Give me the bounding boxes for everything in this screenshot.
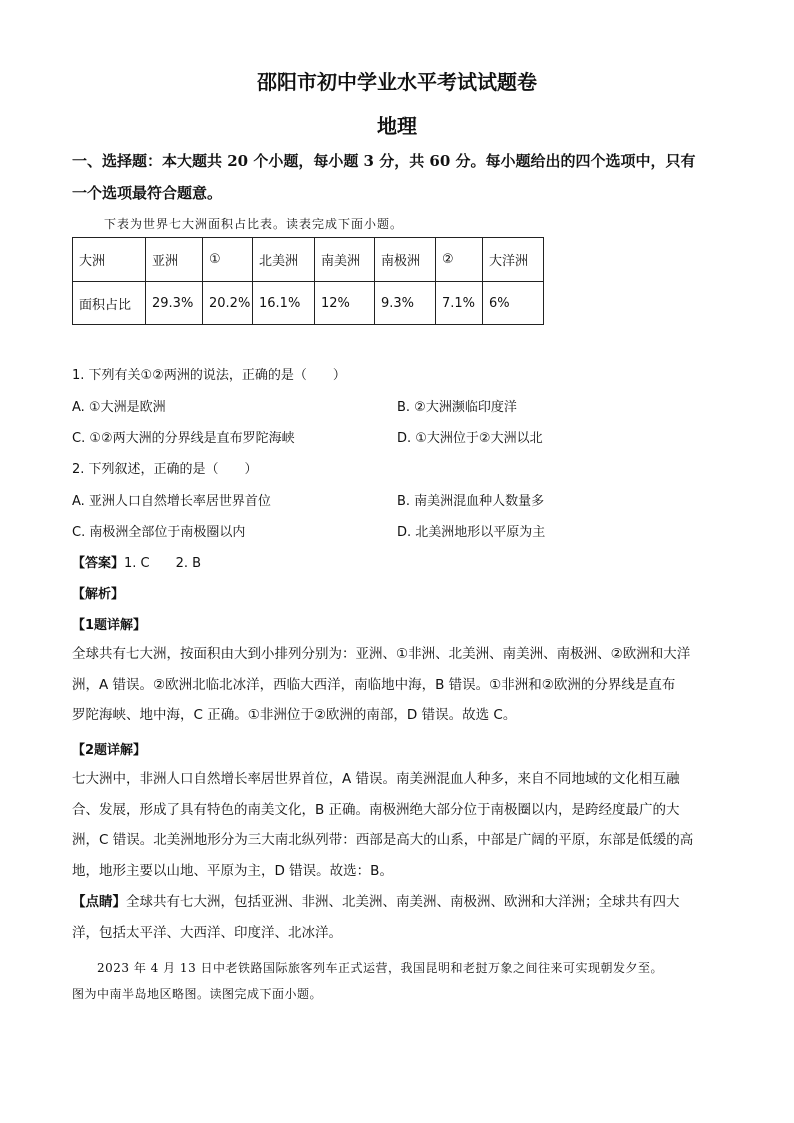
detail-1-text bbox=[72, 639, 732, 731]
question-2-option-d: D. 北美洲地形以平原为主 bbox=[397, 525, 546, 540]
answer-line bbox=[72, 552, 201, 571]
question-2-option-a: A. 亚洲人口自然增长率居世界首位 bbox=[72, 494, 271, 509]
table-cell: 亚洲 bbox=[146, 238, 203, 282]
table-cell: 12% bbox=[315, 282, 375, 325]
paragraph-line: 合、发展，形成了具有特色的南美文化，B 正确。南极洲绝大部分位于南极圈以内，是跨经度最广的大 bbox=[72, 801, 680, 818]
detail-1-tag: 【1题详解】 bbox=[72, 618, 147, 633]
question-2-option-c: C. 南极洲全部位于南极圈以内 bbox=[72, 525, 246, 540]
question-1-stem: 1. 下列有关①②两洲的说法，正确的是（ ） bbox=[72, 368, 346, 383]
next-question-intro bbox=[72, 955, 732, 1007]
table-cell: 20.2% bbox=[203, 282, 253, 325]
answer-tag: 【答案】 bbox=[72, 556, 125, 571]
answer-text: 1. C 2. B bbox=[124, 556, 202, 571]
paragraph-line bbox=[72, 887, 732, 918]
subject-title: 地理 bbox=[377, 114, 417, 138]
table-cell: 大洋洲 bbox=[483, 238, 544, 282]
table-cell: 南极洲 bbox=[375, 238, 436, 282]
paragraph-line: 七大洲中，非洲人口自然增长率居世界首位，A 错误。南美洲混血人种多，来自不同地域的文化相互融 bbox=[72, 771, 680, 787]
table-data-row bbox=[73, 282, 544, 325]
question-1-option-c: C. ①②两大洲的分界线是直布罗陀海峡 bbox=[72, 431, 295, 446]
page-title: 邵阳市初中学业水平考试试题卷 bbox=[257, 70, 537, 94]
table-cell: 9.3% bbox=[375, 282, 436, 325]
detail-2-tag: 【2题详解】 bbox=[72, 743, 147, 758]
detail-2-text bbox=[72, 764, 732, 886]
table-cell: 29.3% bbox=[146, 282, 203, 325]
analysis-tag: 【解析】 bbox=[72, 587, 125, 602]
table-cell: 16.1% bbox=[253, 282, 315, 325]
question-1-option-a: A. ①大洲是欧洲 bbox=[72, 400, 166, 415]
table-cell: 7.1% bbox=[436, 282, 483, 325]
paragraph-line: 罗陀海峡、地中海，C 正确。①非洲位于②欧洲的南部，D 错误。故选 C。 bbox=[72, 707, 517, 723]
table-cell: 大洲 bbox=[73, 238, 146, 282]
paragraph-line: 全球共有七大洲，按面积由大到小排列分别为：亚洲、①非洲、北美洲、南美洲、南极洲、②欧洲和大洋 bbox=[72, 646, 691, 662]
table-header-row bbox=[73, 238, 544, 282]
question-2-option-b: B. 南美洲混血种人数量多 bbox=[397, 494, 545, 509]
table-intro: 下表为世界七大洲面积占比表。读表完成下面小题。 bbox=[104, 217, 404, 231]
table-cell: 北美洲 bbox=[253, 238, 315, 282]
paragraph-line: 图为中南半岛地区略图。读图完成下面小题。 bbox=[72, 987, 323, 1001]
paragraph-line: 洲，C 错误。北美洲地形分为三大南北纵列带：西部是高大的山系，中部是广阔的平原，东部是低缓的高 bbox=[72, 832, 694, 848]
tip-line-1: 全球共有七大洲，包括亚洲、非洲、北美洲、南美洲、南极洲、欧洲和大洋洲；全球共有四大 bbox=[126, 894, 680, 910]
section-heading-line1: 一、选择题：本大题共 20 个小题，每小题 3 分，共 60 分。每小题给出的四个选项中，只有 bbox=[72, 152, 696, 170]
section-heading-line2: 一个选项最符合题意。 bbox=[72, 184, 223, 202]
tip-text bbox=[72, 887, 732, 948]
table-cell: 面积占比 bbox=[73, 282, 146, 325]
question-1-option-d: D. ①大洲位于②大洲以北 bbox=[397, 431, 543, 446]
table-cell: ① bbox=[203, 238, 253, 282]
question-1-option-b: B. ②大洲濒临印度洋 bbox=[397, 400, 517, 415]
table-cell: 南美洲 bbox=[315, 238, 375, 282]
paragraph-line: 2023 年 4 月 13 日中老铁路国际旅客列车正式运营，我国昆明和老挝万象之间往来可实现朝发夕至。 bbox=[72, 961, 664, 975]
question-2-stem: 2. 下列叙述，正确的是（ ） bbox=[72, 462, 258, 477]
tip-tag: 【点睛】 bbox=[72, 894, 126, 910]
table-cell: ② bbox=[436, 238, 483, 282]
paragraph-line: 地，地形主要以山地、平原为主，D 错误。故选：B。 bbox=[72, 862, 393, 879]
continent-area-table bbox=[72, 237, 544, 325]
paragraph-line: 洋，包括太平洋、大西洋、印度洋、北冰洋。 bbox=[72, 924, 342, 941]
paragraph-line: 洲，A 错误。②欧洲北临北冰洋，西临大西洋，南临地中海，B 错误。①非洲和②欧洲的分界线是直布 bbox=[72, 676, 676, 693]
table-cell: 6% bbox=[483, 282, 544, 325]
